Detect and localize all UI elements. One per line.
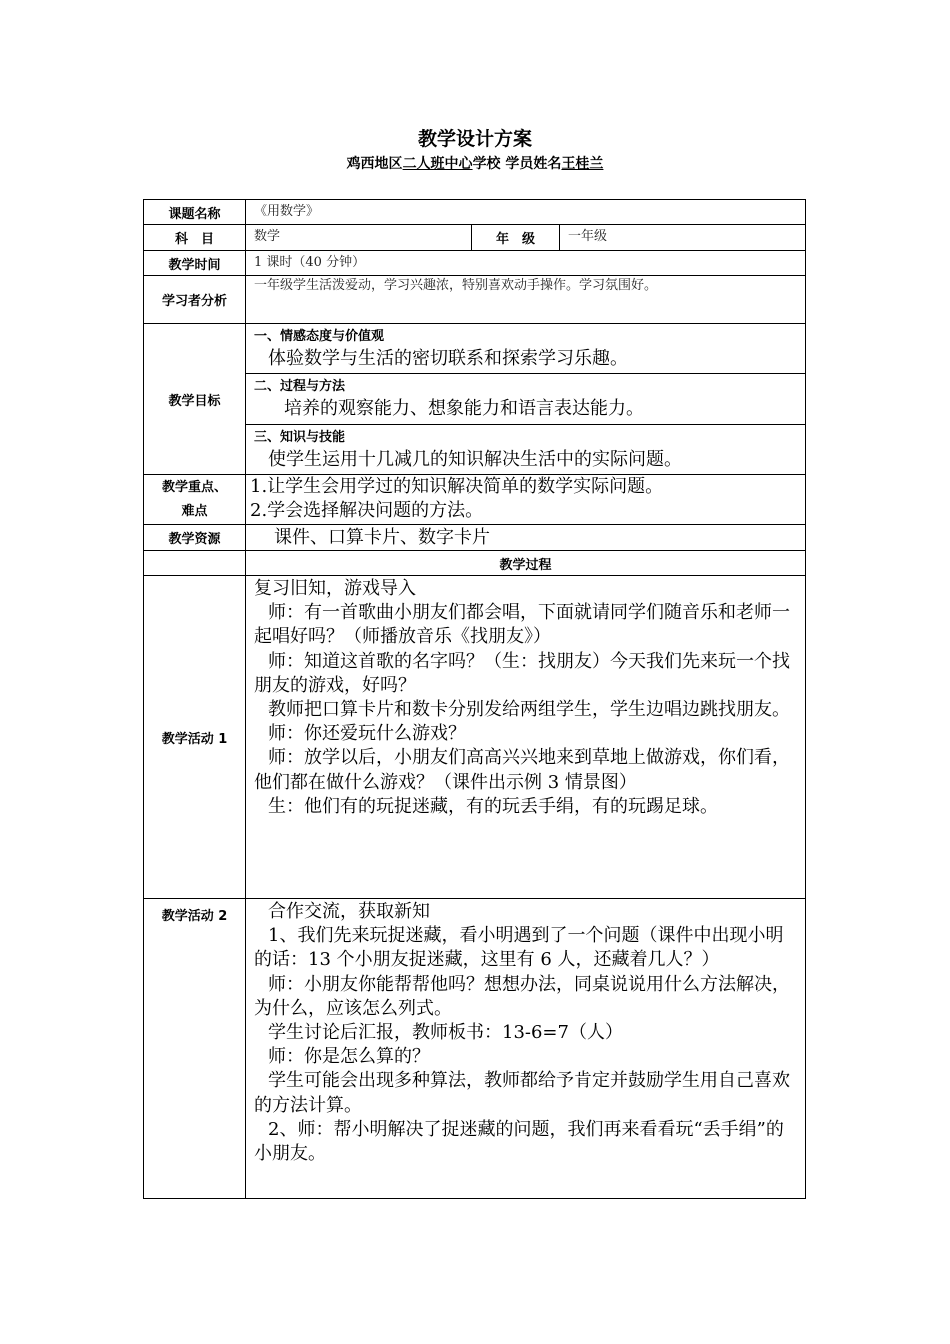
goal-cell-3 bbox=[246, 425, 806, 475]
goal-text-3: 使学生运用十几减几的知识解决生活中的实际问题。 bbox=[268, 449, 682, 470]
activity1-line: 师：你还爱玩什么游戏？ bbox=[268, 723, 466, 745]
activity1-row bbox=[144, 576, 806, 899]
activity2-line: 学生讨论后汇报，教师板书：13-6=7（人） bbox=[268, 1022, 623, 1044]
process-header-blank bbox=[144, 551, 246, 576]
key-point-2: 2.学会选择解决问题的方法。 bbox=[250, 500, 484, 521]
goal-heading-3: 三、知识与技能 bbox=[254, 430, 346, 445]
grade-value: 一年级 bbox=[560, 225, 806, 251]
activity1-label: 教学活动 1 bbox=[144, 576, 246, 899]
activity2-line: 合作交流，获取新知 bbox=[268, 901, 430, 922]
subject-value: 数学 bbox=[246, 225, 472, 251]
activity2-row bbox=[144, 899, 806, 1199]
learner-value: 一年级学生活泼爱动，学习兴趣浓，特别喜欢动手操作。学习氛围好。 bbox=[246, 276, 806, 324]
key-points-cell bbox=[246, 475, 806, 525]
time-value: 1 课时（40 分钟） bbox=[246, 251, 806, 276]
topic-label: 课题名称 bbox=[144, 200, 246, 225]
lesson-plan-table bbox=[143, 199, 806, 1199]
subject-row bbox=[144, 225, 806, 251]
topic-value: 《用数学》 bbox=[246, 200, 806, 225]
process-header: 教学过程 bbox=[246, 551, 806, 576]
time-row bbox=[144, 251, 806, 276]
activity2-line: 1、我们先来玩捉迷藏，看小明遇到了一个问题（课件中出现小明的话：13 个小朋友捉迷藏，这里有 6 人，还藏着几人？） bbox=[254, 925, 784, 971]
learner-row bbox=[144, 276, 806, 324]
goal-heading-1: 一、情感态度与价值观 bbox=[254, 329, 385, 344]
time-label: 教学时间 bbox=[144, 251, 246, 276]
activity2-label: 教学活动 2 bbox=[144, 899, 246, 1199]
activity2-line: 2、师：帮小明解决了捉迷藏的问题，我们再来看看玩“丢手绢”的小朋友。 bbox=[254, 1118, 784, 1165]
topic-row bbox=[144, 200, 806, 225]
key-points-label bbox=[144, 475, 246, 525]
goals-label: 教学目标 bbox=[144, 324, 246, 475]
activity2-content bbox=[246, 899, 806, 1199]
author-name: 王桂兰 bbox=[561, 156, 604, 172]
activity2-line: 学生可能会出现多种算法，教师都给予肯定并鼓励学生用自己喜欢的方法计算。 bbox=[254, 1070, 790, 1116]
resources-value: 课件、口算卡片、数字卡片 bbox=[246, 525, 806, 551]
key-point-1: 1.让学生会用学过的知识解决简单的数学实际问题。 bbox=[250, 476, 664, 497]
learner-label: 学习者分析 bbox=[144, 276, 246, 324]
activity2-line: 师：小朋友你能帮帮他吗？想想办法，同桌说说用什么方法解决，为什么，应该怎么列式。 bbox=[254, 973, 790, 1019]
activity1-content bbox=[246, 576, 806, 899]
activity1-line: 复习旧知，游戏导入 bbox=[254, 578, 416, 599]
document-title: 教学设计方案 bbox=[417, 128, 532, 150]
key-points-row bbox=[144, 475, 806, 525]
key-points-label-line2: 难点 bbox=[181, 503, 208, 519]
activity1-line: 师：有一首歌曲小朋友们都会唱，下面就请同学们随音乐和老师一起唱好吗？（师播放音乐《找朋友》） bbox=[254, 602, 790, 648]
goal-cell-1 bbox=[246, 324, 806, 374]
key-points-label-line1: 教学重点、 bbox=[161, 479, 227, 495]
grade-label: 年 级 bbox=[472, 225, 560, 251]
goal-row-1 bbox=[144, 324, 806, 374]
activity1-line: 生：他们有的玩捉迷藏，有的玩丢手绢，有的玩踢足球。 bbox=[268, 795, 718, 817]
activity1-line: 教师把口算卡片和数卡分别发给两组学生，学生边唱边跳找朋友。 bbox=[268, 699, 790, 721]
document-subtitle bbox=[0, 153, 950, 173]
goal-text-2: 培养的观察能力、想象能力和语言表达能力。 bbox=[284, 398, 644, 419]
resources-label: 教学资源 bbox=[144, 525, 246, 551]
resources-row bbox=[144, 525, 806, 551]
school-suffix: 学校 学员姓名 bbox=[472, 156, 562, 172]
process-header-row bbox=[144, 551, 806, 576]
subject-label: 科 目 bbox=[144, 225, 246, 251]
activity1-line: 师：知道这首歌的名字吗？（生：找朋友）今天我们先来玩一个找朋友的游戏，好吗？ bbox=[254, 650, 790, 696]
activity1-line: 师：放学以后，小朋友们高高兴兴地来到草地上做游戏，你们看，他们都在做什么游戏？（课件出示例 3 情景图） bbox=[254, 747, 790, 793]
goal-cell-2 bbox=[246, 374, 806, 425]
region-text: 鸡西地区 bbox=[346, 156, 403, 172]
school-name: 二人班中心 bbox=[402, 156, 473, 172]
goal-text-1: 体验数学与生活的密切联系和探索学习乐趣。 bbox=[268, 348, 628, 369]
activity2-line: 师：你是怎么算的？ bbox=[268, 1046, 430, 1068]
goal-heading-2: 二、过程与方法 bbox=[254, 379, 346, 394]
